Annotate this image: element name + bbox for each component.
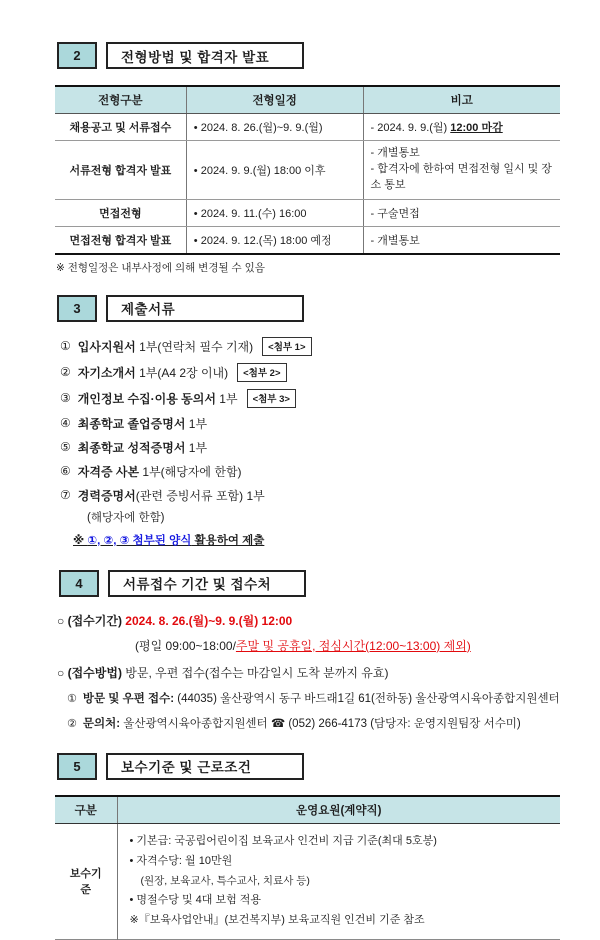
pay-detail-line: • 자격수당: 월 10만원 — [129, 854, 233, 867]
address-label: 방문 및 우편 접수: — [82, 692, 175, 705]
attached-form-note — [73, 532, 560, 548]
list-item — [60, 487, 560, 504]
document-detail: 1부 — [185, 416, 208, 431]
cell-remarks: - 개별통보 — [363, 226, 560, 254]
list-item — [60, 363, 560, 382]
document-detail: 1부(해당자에 한함) — [139, 464, 242, 479]
item-marker: ② — [67, 717, 77, 730]
cell-remarks — [363, 114, 560, 141]
circle-bullet: ○ — [57, 613, 68, 628]
row-label-pay-standard: 보수기준 — [69, 867, 102, 896]
section5-title: 보수기준 및 근로조건 — [106, 753, 304, 780]
document-detail: 1부 — [185, 440, 208, 455]
document-detail: 1부(연락처 필수 기재) — [135, 339, 254, 354]
section3-title: 제출서류 — [106, 295, 304, 322]
remark-line: - 개별통보 — [370, 147, 420, 159]
section-application-period — [57, 570, 560, 753]
list-item — [60, 337, 560, 356]
contact-label: 문의처: — [82, 717, 121, 730]
item-marker: ④ — [60, 416, 71, 431]
contact-value: 울산광역시육아종합지원센터 ☎ (052) 266-4173 (담당자: 운영지원팀장 서수미) — [120, 717, 521, 730]
table-header-row — [55, 86, 560, 114]
item-continuation: (해당자에 한함) — [87, 511, 165, 524]
item-marker: ③ — [60, 391, 71, 406]
section2-header — [57, 42, 560, 69]
list-item — [60, 389, 560, 408]
pay-detail-subline: (원장, 보육교사, 특수교사, 치료사 등) — [140, 874, 310, 887]
section4-number-badge: 4 — [59, 570, 99, 597]
section-selection-method — [55, 42, 560, 275]
item-marker: ① — [60, 339, 71, 354]
application-period-line — [57, 612, 560, 629]
item-marker: ① — [67, 692, 77, 705]
section-submission-documents — [55, 295, 560, 548]
circle-bullet: ○ — [57, 665, 68, 680]
document-name: 자격증 사본 — [77, 464, 140, 479]
item-marker: ⑦ — [60, 488, 71, 503]
section2-number-badge: 2 — [57, 42, 97, 69]
item-text — [78, 463, 242, 480]
table-row — [55, 141, 560, 200]
document-name: 경력증명서 — [77, 488, 136, 503]
item-text — [78, 487, 265, 504]
selection-schedule-table — [55, 85, 560, 255]
cell-category: 면접전형 합격자 발표 — [69, 234, 172, 247]
pay-detail-line: • 기본급: 국공립어린이집 보육교사 인건비 지급 기준(최대 5호봉) — [129, 834, 437, 847]
note-rest: 활용하여 제출 — [191, 534, 265, 547]
document-detail: (관련 증빙서류 포함) 1부 — [135, 488, 265, 503]
cell-remarks: - 구술면접 — [363, 199, 560, 226]
cell-remarks — [363, 141, 560, 200]
document-detail: 1부 — [215, 391, 238, 406]
method-value: 방문, 우편 접수(접수는 마감일시 도착 분까지 유효) — [121, 665, 389, 680]
column-header-division: 구분 — [55, 796, 117, 824]
cell-schedule: • 2024. 9. 9.(월) 18:00 이후 — [186, 141, 363, 200]
item-text — [78, 415, 207, 432]
spacer — [57, 740, 560, 753]
section4-header — [59, 570, 560, 597]
section-pay-standards — [55, 753, 560, 940]
section4-title: 서류접수 기간 및 접수처 — [108, 570, 306, 597]
section5-number-badge: 5 — [57, 753, 97, 780]
section2-title: 전형방법 및 합격자 발표 — [106, 42, 304, 69]
note-highlight: ①, ②, ③ 첨부된 양식 — [87, 534, 192, 547]
schedule-change-footnote: ※ 전형일정은 내부사정에 의해 변경될 수 있음 — [56, 261, 265, 274]
list-item — [60, 415, 560, 432]
period-label: (접수기간) — [67, 613, 126, 628]
attachment-tag: <첨부 2> — [237, 363, 286, 382]
document-name: 입사지원서 — [77, 339, 136, 354]
item-marker: ② — [60, 365, 71, 380]
item-marker: ⑥ — [60, 464, 71, 479]
note-marker: ※ — [73, 534, 88, 547]
period-value: 2024. 8. 26.(월)~9. 9.(월) 12:00 — [125, 613, 293, 628]
pay-detail-reference: ※『보육사업안내』(보건복지부) 보육교직원 인건비 기준 참조 — [129, 913, 425, 926]
item-text — [78, 439, 207, 456]
item-text — [78, 364, 228, 381]
remark-line: - 합격자에 한하여 면접전형 일시 및 장소 통보 — [370, 162, 552, 191]
column-header-remarks: 비고 — [363, 86, 560, 114]
pay-details-cell — [117, 823, 560, 940]
contact-line — [67, 715, 560, 731]
section5-header — [57, 753, 560, 780]
application-method-line — [57, 664, 560, 681]
attachment-tag: <첨부 1> — [262, 337, 311, 356]
cell-category: 면접전형 — [55, 199, 186, 226]
remark-text: - 2024. 9. 9.(월) — [370, 122, 451, 134]
cell-schedule: • 2024. 8. 26.(월)~9. 9.(월) — [186, 114, 363, 141]
table-header-row — [55, 796, 560, 824]
document-name: 개인정보 수집·이용 동의서 — [77, 391, 216, 406]
document-list — [60, 337, 560, 548]
method-label: (접수방법) — [67, 665, 122, 680]
item-text — [78, 390, 238, 407]
column-header-position: 운영요원(계약직) — [117, 796, 560, 824]
cell-schedule: • 2024. 9. 11.(수) 16:00 — [186, 199, 363, 226]
list-item — [60, 463, 560, 480]
pay-detail-line: • 명절수당 및 4대 보험 적용 — [129, 893, 262, 906]
list-item — [60, 439, 560, 456]
period-detail-plain: (평일 09:00~18:00/ — [135, 638, 236, 653]
document-name: 자기소개서 — [77, 365, 136, 380]
table-row — [55, 199, 560, 226]
column-header-category: 전형구분 — [55, 86, 186, 114]
section3-header — [57, 295, 560, 322]
pay-standards-table — [55, 795, 560, 940]
cell-category: 서류전형 합격자 발표 — [55, 141, 186, 200]
section3-number-badge: 3 — [57, 295, 97, 322]
document-name: 최종학교 졸업증명서 — [77, 416, 186, 431]
deadline-emphasis: 12:00 마감 — [450, 122, 503, 134]
address-value: (44035) 울산광역시 동구 바드래1길 61(전하동) 울산광역시육아종합지원센터 — [174, 692, 560, 705]
item-marker: ⑤ — [60, 440, 71, 455]
table-row — [55, 114, 560, 141]
document-detail: 1부(A4 2장 이내) — [135, 365, 229, 380]
item-text — [78, 338, 253, 355]
table-row — [55, 823, 560, 940]
table-row — [55, 226, 560, 254]
cell-category: 채용공고 및 서류접수 — [55, 114, 186, 141]
attachment-tag: <첨부 3> — [247, 389, 296, 408]
cell-schedule: • 2024. 9. 12.(목) 18:00 예정 — [186, 226, 363, 254]
visit-mail-address-line — [67, 690, 560, 706]
document-name: 최종학교 성적증명서 — [77, 440, 186, 455]
column-header-schedule: 전형일정 — [186, 86, 363, 114]
period-detail-line — [135, 637, 560, 654]
period-detail-excluded: 주말 및 공휴일, 점심시간(12:00~13:00) 제외) — [235, 638, 471, 653]
